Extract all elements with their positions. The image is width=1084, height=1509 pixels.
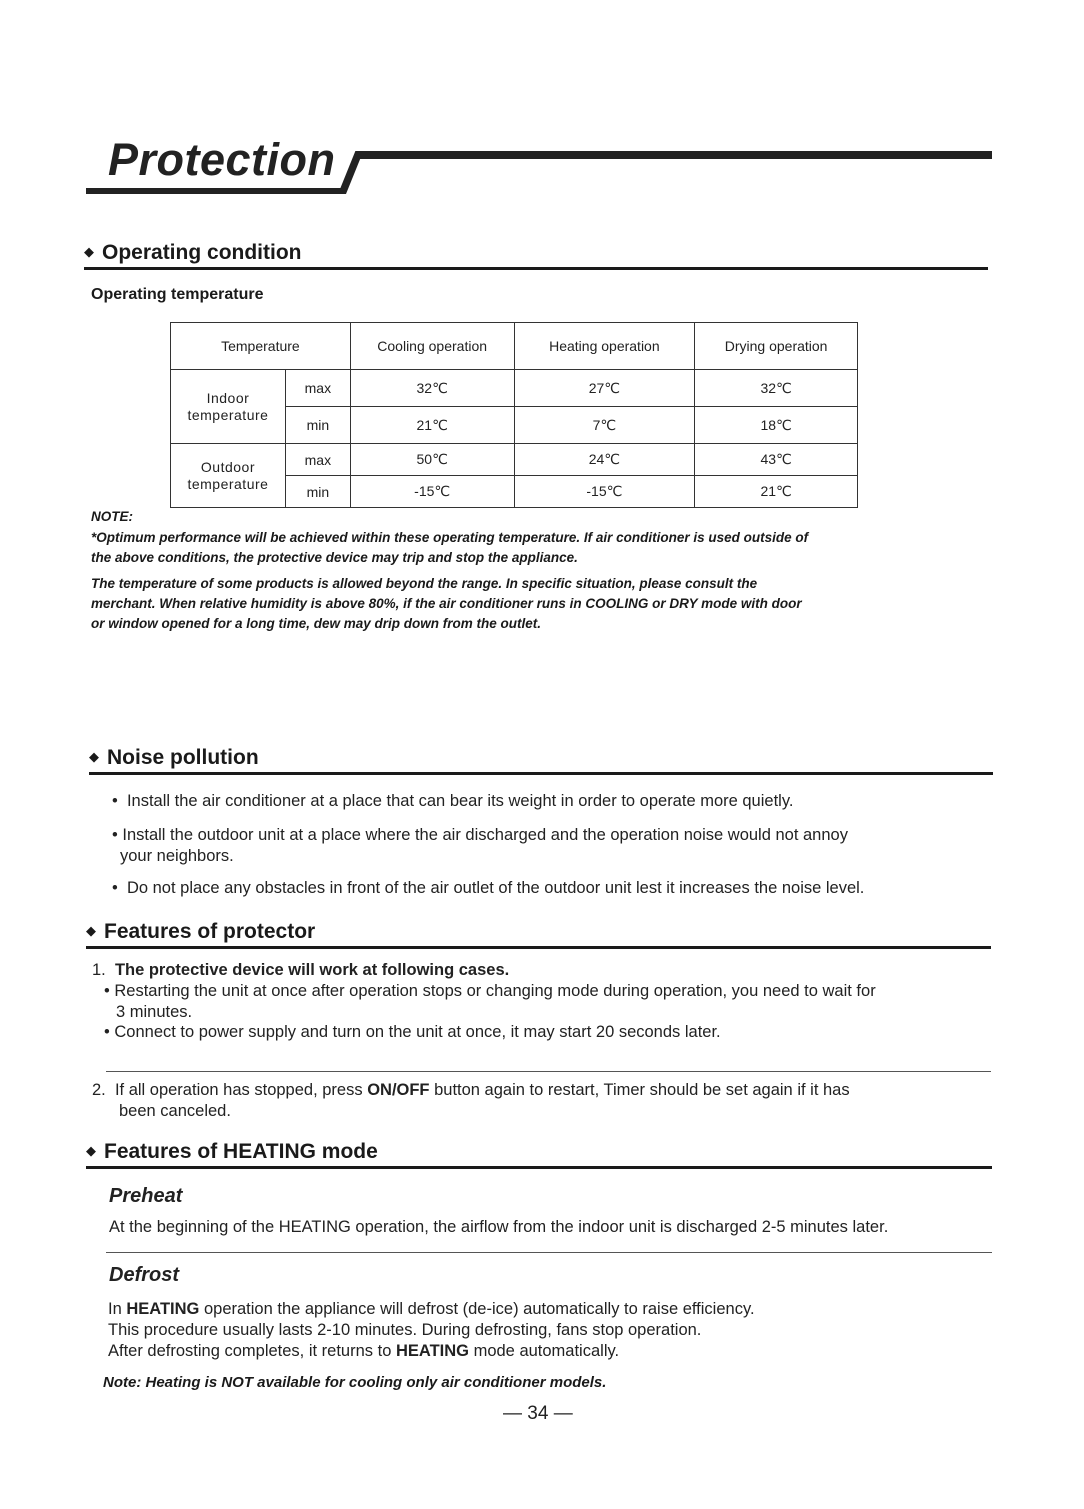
defrost-text: operation the appliance will defrost (de-ice) automatically to raise efficiency. [199, 1300, 755, 1318]
group-label: temperature [187, 475, 269, 492]
numbered-item [92, 960, 509, 981]
table-cell: 24℃ [514, 444, 695, 476]
group-label: Indoor [206, 389, 250, 406]
section-heading-features-of-heating-mode [86, 1140, 378, 1164]
section-rule [86, 1166, 992, 1169]
table-cell: max [285, 370, 350, 407]
defrost-heading: Defrost [109, 1264, 180, 1286]
list-item-text: Restarting the unit at once after operation stops or changing mode during operation, you need to wait for [114, 982, 876, 1000]
section-rule [89, 772, 993, 775]
defrost-text: mode automatically. [469, 1342, 620, 1360]
list-item: • Connect to power supply and turn on the unit at once, it may start 20 seconds later. [104, 1023, 721, 1041]
diamond-bullet-icon: ◆ [89, 749, 99, 764]
list-item-text: Connect to power supply and turn on the unit at once, it may start 20 seconds later. [114, 1023, 721, 1041]
onoff-label: ON/OFF [367, 1081, 430, 1099]
item-continuation: been canceled. [119, 1102, 231, 1120]
table-header-cell: Drying operation [695, 323, 858, 370]
divider [106, 1252, 992, 1253]
defrost-line: This procedure usually lasts 2-10 minutes. During defrosting, fans stop operation. [108, 1321, 702, 1339]
table-cell: 43℃ [695, 444, 858, 476]
list-item: • Restarting the unit at once after operation stops or changing mode during operation, you need to wait for [104, 982, 876, 1000]
section-heading-text: Noise pollution [107, 746, 259, 769]
section-heading-text: Features of HEATING mode [104, 1140, 378, 1163]
section-rule [84, 267, 988, 270]
defrost-line [108, 1341, 619, 1362]
heating-note: Note: Heating is NOT available for cooling only air conditioner models. [103, 1374, 607, 1391]
list-item-text: Install the air conditioner at a place that can bear its weight in order to operate more quietly. [126, 792, 794, 810]
table-cell: -15℃ [350, 476, 514, 508]
page-number: — 34 — [503, 1403, 573, 1424]
defrost-text: After defrosting completes, it returns to [108, 1342, 396, 1360]
table-row [171, 370, 858, 407]
table-cell: -15℃ [514, 476, 695, 508]
item-number: 2. [92, 1081, 106, 1099]
note-2-line: merchant. When relative humidity is above 80%, if the air conditioner runs in COOLING or DRY mode with door [91, 596, 802, 611]
table-header-row [171, 323, 858, 370]
heating-label: HEATING [395, 1342, 469, 1360]
list-item: • Install the outdoor unit at a place where the air discharged and the operation noise would not annoy [112, 826, 848, 844]
operating-temperature-table [170, 322, 858, 508]
item-text: If all operation has stopped, press [114, 1081, 368, 1099]
item-number: 1. [92, 961, 106, 979]
preheat-text: At the beginning of the HEATING operation, the airflow from the indoor unit is discharged 2-5 minutes later. [109, 1218, 889, 1236]
section-heading-features-of-protector [86, 920, 315, 944]
table-cell: 7℃ [514, 407, 695, 444]
group-label: temperature [187, 406, 269, 423]
note-2-line: The temperature of some products is allowed beyond the range. In specific situation, please consult the [91, 576, 758, 591]
list-item-continuation: 3 minutes. [116, 1003, 193, 1021]
section-heading-text: Features of protector [104, 920, 316, 943]
table-row [171, 444, 858, 476]
table-cell: min [285, 407, 350, 444]
table-cell: 32℃ [695, 370, 858, 407]
note-label: NOTE: [91, 509, 133, 524]
table-group-cell [171, 370, 286, 444]
defrost-line [108, 1299, 755, 1320]
group-label: Outdoor [200, 458, 255, 475]
item-heading: The protective device will work at following cases. [114, 961, 510, 979]
note-1-line: *Optimum performance will be achieved within these operating temperature. If air conditioner is used outside of [91, 530, 809, 545]
table-header-cell: Heating operation [514, 323, 695, 370]
section-heading-noise-pollution [89, 746, 259, 770]
table-cell: min [285, 476, 350, 508]
table-cell: 21℃ [350, 407, 514, 444]
divider [106, 1071, 991, 1072]
table-header-cell: Cooling operation [350, 323, 514, 370]
subheading-operating-temperature: Operating temperature [91, 286, 264, 303]
table-cell: 18℃ [695, 407, 858, 444]
heating-label: HEATING [126, 1300, 200, 1318]
list-item-text: Do not place any obstacles in front of the air outlet of the outdoor unit lest it increases the noise level. [126, 879, 865, 897]
numbered-item [92, 1080, 850, 1101]
note-2-line: or window opened for a long time, dew may drip down from the outlet. [91, 616, 542, 631]
diamond-bullet-icon: ◆ [86, 923, 96, 938]
page-title: Protection [108, 134, 336, 185]
list-item: • Install the air conditioner at a place that can bear its weight in order to operate more quietly. [112, 792, 794, 810]
table-header-cell: Temperature [171, 323, 351, 370]
table-cell: 50℃ [350, 444, 514, 476]
diamond-bullet-icon: ◆ [84, 244, 94, 259]
section-heading-operating-condition [84, 241, 302, 265]
preheat-heading: Preheat [109, 1185, 183, 1207]
note-1-line: the above conditions, the protective device may trip and stop the appliance. [91, 550, 578, 565]
table-cell: 32℃ [350, 370, 514, 407]
section-rule [86, 946, 991, 949]
list-item-text: Install the outdoor unit at a place where the air discharged and the operation noise would not annoy [122, 826, 848, 844]
defrost-text: In [108, 1300, 127, 1318]
title-rule [356, 151, 992, 159]
table-cell: 21℃ [695, 476, 858, 508]
table-group-cell [171, 444, 286, 508]
diamond-bullet-icon: ◆ [86, 1143, 96, 1158]
section-heading-text: Operating condition [102, 241, 302, 264]
list-item-continuation: your neighbors. [120, 847, 234, 865]
title-underline [86, 188, 344, 194]
item-text: button again to restart, Timer should be set again if it has [429, 1081, 850, 1099]
table-cell: 27℃ [514, 370, 695, 407]
list-item: • Do not place any obstacles in front of the air outlet of the outdoor unit lest it increases the noise level. [112, 879, 865, 897]
table-cell: max [285, 444, 350, 476]
